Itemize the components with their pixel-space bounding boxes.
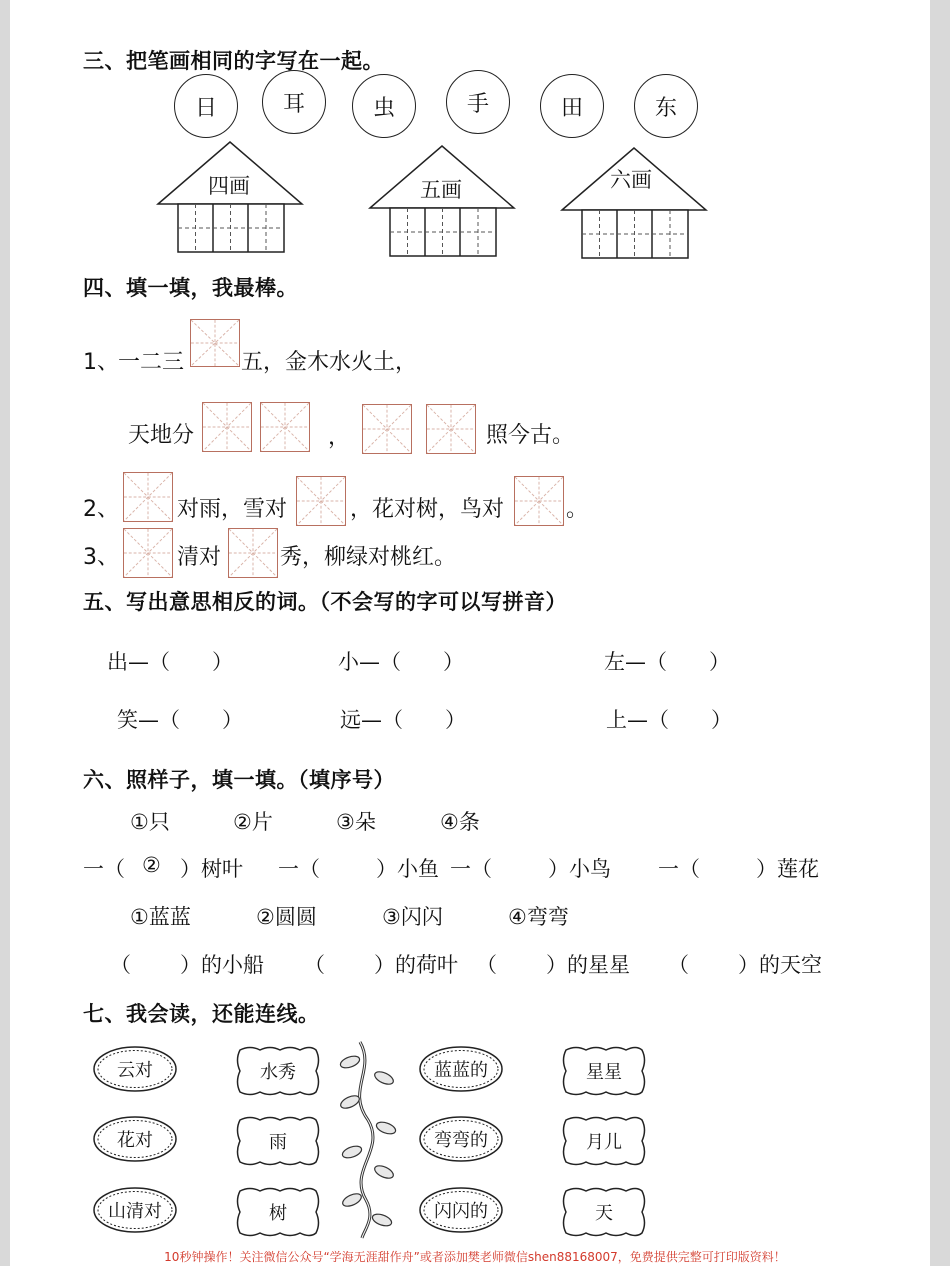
word-card-text: 树	[269, 1203, 287, 1224]
writing-box[interactable]	[514, 476, 564, 526]
fill-paren-open: 一（	[278, 857, 320, 881]
house-four-strokes	[156, 140, 304, 256]
char-circle	[352, 74, 416, 138]
word-card-text: 闪闪的	[434, 1201, 488, 1222]
fill-paren-open: （	[304, 953, 325, 977]
writing-box[interactable]	[202, 402, 252, 452]
section6-title: 六、照样子，填一填。（填序号）	[83, 768, 395, 792]
fill-suffix: ）的荷叶	[374, 953, 458, 977]
footer-notice: 10秒钟操作！关注微信公众号“学海无涯甜作舟”或者添加樊老师微信shen88168007，免费提供完整可打印版资料！	[164, 1250, 786, 1264]
house-five-strokes	[368, 144, 516, 260]
option-item: ①蓝蓝	[130, 905, 191, 929]
option-item: ①只	[130, 810, 170, 834]
word-card-text: 雨	[269, 1132, 287, 1153]
word-card[interactable]	[418, 1185, 504, 1235]
fill-suffix: ）的天空	[738, 953, 822, 977]
line3-text-b: ，花对树，鸟对	[350, 497, 505, 522]
fill-suffix: ）小鱼	[376, 857, 439, 881]
fill-suffix: ）树叶	[180, 857, 243, 881]
char-label: 东	[654, 95, 677, 121]
house-label: 四画	[208, 174, 250, 198]
option-item: ③闪闪	[382, 905, 443, 929]
word-card[interactable]	[92, 1114, 178, 1164]
antonym-item: 上—（ ）	[606, 708, 732, 732]
word-card-text: 星星	[586, 1062, 622, 1083]
option-item: ④条	[440, 810, 480, 834]
fill-suffix: ）的小船	[180, 953, 264, 977]
char-circle	[174, 74, 238, 138]
fill-paren-open: 一（	[658, 857, 700, 881]
house-label: 六画	[610, 168, 652, 192]
fill-paren-open: （	[476, 953, 497, 977]
word-card[interactable]	[418, 1114, 504, 1164]
option-item: ②圆圆	[256, 905, 317, 929]
line3-text-a: 对雨，雪对	[177, 497, 288, 522]
example-answer: ②	[142, 853, 161, 877]
line1-text-b: 五，金木水火土，	[241, 350, 418, 375]
word-card-text: 月儿	[586, 1132, 622, 1153]
worksheet-page	[10, 0, 930, 1266]
word-card-text: 山清对	[108, 1201, 162, 1222]
section3-title: 三、把笔画相同的字写在一起。	[83, 49, 384, 73]
antonym-item: 小—（ ）	[338, 650, 464, 674]
section5-title: 五、写出意思相反的词。（不会写的字可以写拼音）	[83, 590, 567, 614]
line4-text-b: 秀，柳绿对桃红。	[280, 545, 457, 570]
line2-comma: ，	[328, 425, 351, 450]
word-card[interactable]	[92, 1185, 178, 1235]
writing-box[interactable]	[426, 404, 476, 454]
word-card-text: 水秀	[260, 1062, 296, 1083]
char-circle	[262, 70, 326, 134]
char-label: 手	[466, 91, 489, 117]
word-card-text: 天	[595, 1203, 613, 1224]
writing-box[interactable]	[362, 404, 412, 454]
line1-text-a: 一二三	[118, 350, 185, 375]
char-circle	[446, 70, 510, 134]
word-card[interactable]	[560, 1185, 648, 1239]
antonym-item: 出—（ ）	[107, 650, 233, 674]
vine-decoration	[338, 1040, 398, 1240]
section4-title: 四、填一填，我最棒。	[83, 276, 298, 300]
char-label: 田	[560, 95, 583, 121]
writing-box[interactable]	[296, 476, 346, 526]
fill-suffix: ）莲花	[756, 857, 819, 881]
house-label: 五画	[420, 178, 462, 202]
line2-text-b: 照今古。	[486, 423, 575, 448]
line3-text-c: 。	[566, 497, 589, 522]
char-label: 虫	[372, 95, 395, 121]
antonym-item: 左—（ ）	[604, 650, 730, 674]
writing-box[interactable]	[260, 402, 310, 452]
line3-number: 2、	[83, 497, 119, 522]
option-item: ③朵	[336, 810, 376, 834]
fill-suffix: ）的星星	[546, 953, 630, 977]
word-card-text: 弯弯的	[434, 1130, 488, 1151]
option-item: ④弯弯	[508, 905, 569, 929]
word-card[interactable]	[560, 1114, 648, 1168]
word-card[interactable]	[234, 1185, 322, 1239]
char-label: 耳	[282, 91, 305, 117]
line1-number: 1、	[83, 350, 119, 375]
word-card[interactable]	[92, 1044, 178, 1094]
fill-paren-open: 一（	[450, 857, 492, 881]
word-card-text: 云对	[117, 1060, 153, 1081]
fill-suffix: ）小鸟	[548, 857, 611, 881]
writing-box[interactable]	[123, 472, 173, 522]
section7-title: 七、我会读，还能连线。	[83, 1002, 320, 1026]
word-card-text: 蓝蓝的	[434, 1060, 488, 1081]
antonym-item: 笑—（ ）	[117, 708, 243, 732]
fill-paren-open: 一（	[83, 857, 125, 881]
char-circle	[540, 74, 604, 138]
writing-box[interactable]	[190, 319, 240, 367]
line4-text-a: 清对	[177, 545, 222, 570]
word-card[interactable]	[234, 1114, 322, 1168]
word-card[interactable]	[234, 1044, 322, 1098]
word-card[interactable]	[560, 1044, 648, 1098]
antonym-item: 远—（ ）	[340, 708, 466, 732]
writing-box[interactable]	[228, 528, 278, 578]
char-circle	[634, 74, 698, 138]
writing-box[interactable]	[123, 528, 173, 578]
line2-text-a: 天地分	[128, 423, 195, 448]
option-item: ②片	[233, 810, 273, 834]
fill-paren-open: （	[668, 953, 689, 977]
word-card[interactable]	[418, 1044, 504, 1094]
house-six-strokes	[560, 146, 708, 262]
fill-paren-open: （	[110, 953, 131, 977]
char-label: 日	[194, 95, 217, 121]
line4-number: 3、	[83, 545, 119, 570]
word-card-text: 花对	[117, 1130, 153, 1151]
